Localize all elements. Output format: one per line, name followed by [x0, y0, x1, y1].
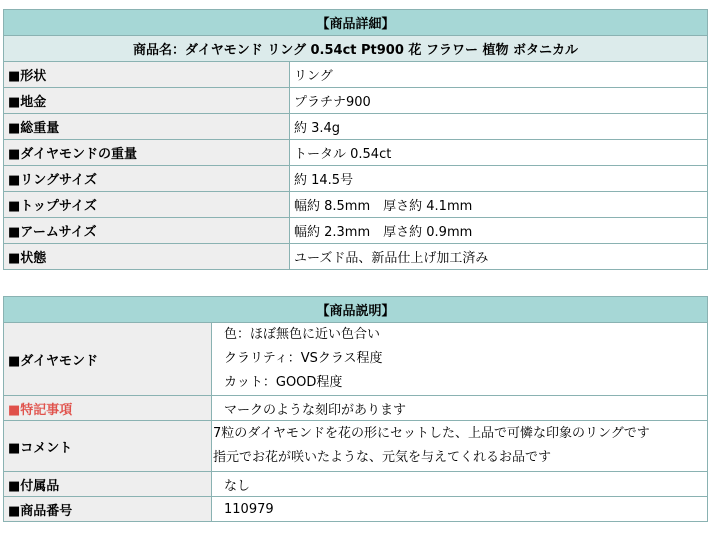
detail-row [4, 166, 708, 192]
description-header-row [4, 297, 708, 323]
accessories-label: ■付属品 [4, 472, 212, 497]
detail-value: プラチナ900 [290, 88, 708, 114]
details-header: 【商品詳細】 [4, 10, 708, 36]
detail-row [4, 140, 708, 166]
description-header: 【商品説明】 [4, 297, 708, 323]
detail-value: 約 14.5号 [290, 166, 708, 192]
detail-value: 幅約 2.3mm 厚さ約 0.9mm [290, 218, 708, 244]
special-label: ■特記事項 [4, 396, 212, 421]
item-number-row [4, 497, 708, 522]
diamond-label: ■ダイヤモンド [4, 323, 212, 396]
item-number-label: ■商品番号 [4, 497, 212, 522]
diamond-row [4, 323, 708, 396]
diamond-color: 色：ほぼ無色に近い色合い [224, 327, 381, 342]
detail-value: 約 3.4g [290, 114, 708, 140]
detail-label: ■地金 [4, 88, 290, 114]
diamond-clarity: クラリティ：VSクラス程度 [224, 351, 383, 366]
comment-line: 指元でお花が咲いたような、元気を与えてくれるお品です [213, 450, 552, 465]
detail-value: 幅約 8.5mm 厚さ約 4.1mm [290, 192, 708, 218]
details-header-row [4, 10, 708, 36]
detail-label: ■ダイヤモンドの重量 [4, 140, 290, 166]
detail-value: リング [290, 62, 708, 88]
detail-label: ■総重量 [4, 114, 290, 140]
comment-value [212, 421, 708, 472]
special-value: マークのような刻印があります [212, 396, 708, 421]
comment-line: 7粒のダイヤモンドを花の形にセットした、上品で可憐な印象のリングです [213, 426, 650, 441]
comment-row [4, 421, 708, 472]
accessories-row [4, 472, 708, 497]
diamond-cut: カット：GOOD程度 [224, 375, 343, 390]
detail-row [4, 114, 708, 140]
detail-row [4, 218, 708, 244]
description-table [3, 296, 708, 522]
comment-label: ■コメント [4, 421, 212, 472]
detail-label: ■状態 [4, 244, 290, 270]
detail-row [4, 88, 708, 114]
detail-value: トータル 0.54ct [290, 140, 708, 166]
details-table [3, 9, 708, 270]
accessories-value: なし [212, 472, 708, 497]
detail-label: ■形状 [4, 62, 290, 88]
detail-label: ■リングサイズ [4, 166, 290, 192]
detail-row [4, 62, 708, 88]
detail-value: ユーズド品、新品仕上げ加工済み [290, 244, 708, 270]
detail-label: ■トップサイズ [4, 192, 290, 218]
detail-label: ■アームサイズ [4, 218, 290, 244]
detail-row [4, 244, 708, 270]
item-number-value: 110979 [212, 497, 708, 522]
product-name: 商品名：ダイヤモンド リング 0.54ct Pt900 花 フラワー 植物 ボタニカル [4, 36, 708, 62]
detail-row [4, 192, 708, 218]
product-name-row [4, 36, 708, 62]
diamond-value [212, 323, 708, 396]
special-row [4, 396, 708, 421]
